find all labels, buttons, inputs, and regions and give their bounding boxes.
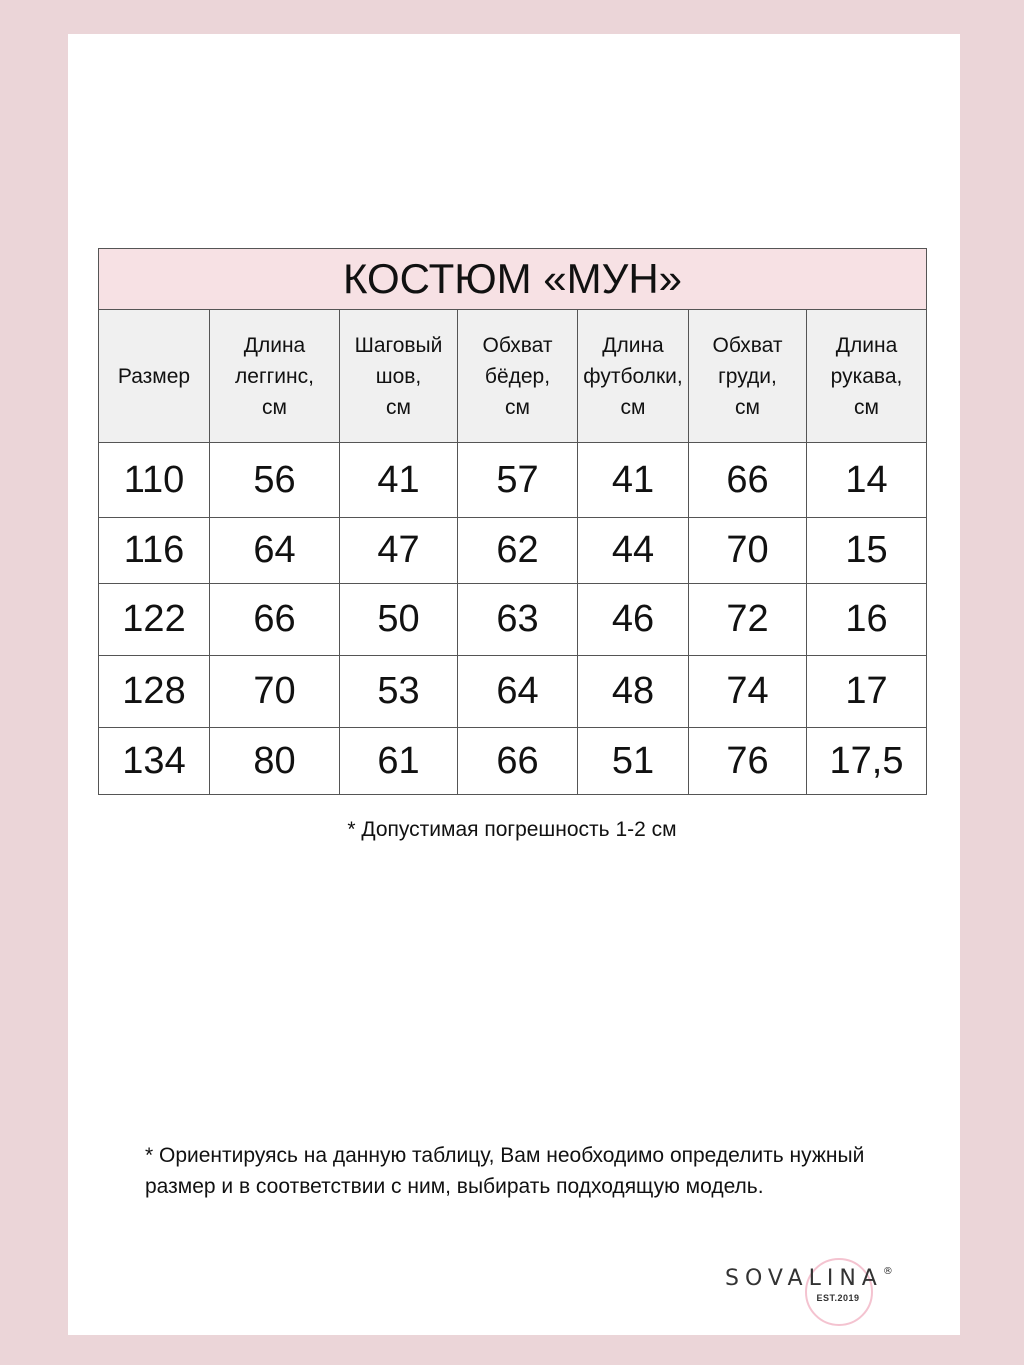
cell: 41 <box>340 443 458 518</box>
cell: 48 <box>578 656 689 728</box>
cell-size: 110 <box>99 443 210 518</box>
cell: 76 <box>689 728 807 795</box>
cell: 66 <box>689 443 807 518</box>
cell: 17 <box>807 656 927 728</box>
cell: 80 <box>210 728 340 795</box>
header-leggings-length: Длина леггинс, см <box>210 310 340 443</box>
header-inseam: Шаговый шов, см <box>340 310 458 443</box>
logo-est: EST.2019 <box>816 1293 860 1303</box>
cell: 46 <box>578 584 689 656</box>
cell: 17,5 <box>807 728 927 795</box>
header-tshirt-length: Длина футболки, см <box>578 310 689 443</box>
brand-logo <box>725 1258 945 1328</box>
table-row <box>99 728 927 795</box>
cell: 41 <box>578 443 689 518</box>
cell: 66 <box>210 584 340 656</box>
logo-name: SOVALINA <box>725 1266 883 1291</box>
cell: 16 <box>807 584 927 656</box>
cell: 61 <box>340 728 458 795</box>
header-sleeve-length: Длина рукава, см <box>807 310 927 443</box>
registered-mark-icon: ® <box>882 1266 893 1277</box>
cell: 57 <box>458 443 578 518</box>
header-row <box>99 310 927 443</box>
table-title: КОСТЮМ «МУН» <box>99 249 927 310</box>
cell: 70 <box>689 518 807 584</box>
cell: 62 <box>458 518 578 584</box>
header-chest-girth: Обхват груди, см <box>689 310 807 443</box>
cell: 47 <box>340 518 458 584</box>
cell-size: 134 <box>99 728 210 795</box>
table-row <box>99 518 927 584</box>
table-row <box>99 584 927 656</box>
cell-size: 122 <box>99 584 210 656</box>
cell: 44 <box>578 518 689 584</box>
cell: 51 <box>578 728 689 795</box>
header-hip-girth: Обхват бёдер, см <box>458 310 578 443</box>
cell: 64 <box>210 518 340 584</box>
size-chart-table <box>98 248 927 795</box>
cell-size: 128 <box>99 656 210 728</box>
cell: 63 <box>458 584 578 656</box>
cell: 70 <box>210 656 340 728</box>
cell-size: 116 <box>99 518 210 584</box>
cell: 14 <box>807 443 927 518</box>
cell: 66 <box>458 728 578 795</box>
header-size: Размер <box>99 310 210 443</box>
cell: 56 <box>210 443 340 518</box>
cell: 64 <box>458 656 578 728</box>
table-row <box>99 443 927 518</box>
guidance-note: * Ориентируясь на данную таблицу, Вам необходимо определить нужный размер и в соответствии с ним, выбирать подходящую модель. <box>145 1144 865 1198</box>
table-row <box>99 656 927 728</box>
cell: 53 <box>340 656 458 728</box>
tolerance-note: * Допустимая погрешность 1-2 см <box>347 818 677 841</box>
cell: 15 <box>807 518 927 584</box>
cell: 74 <box>689 656 807 728</box>
cell: 72 <box>689 584 807 656</box>
cell: 50 <box>340 584 458 656</box>
